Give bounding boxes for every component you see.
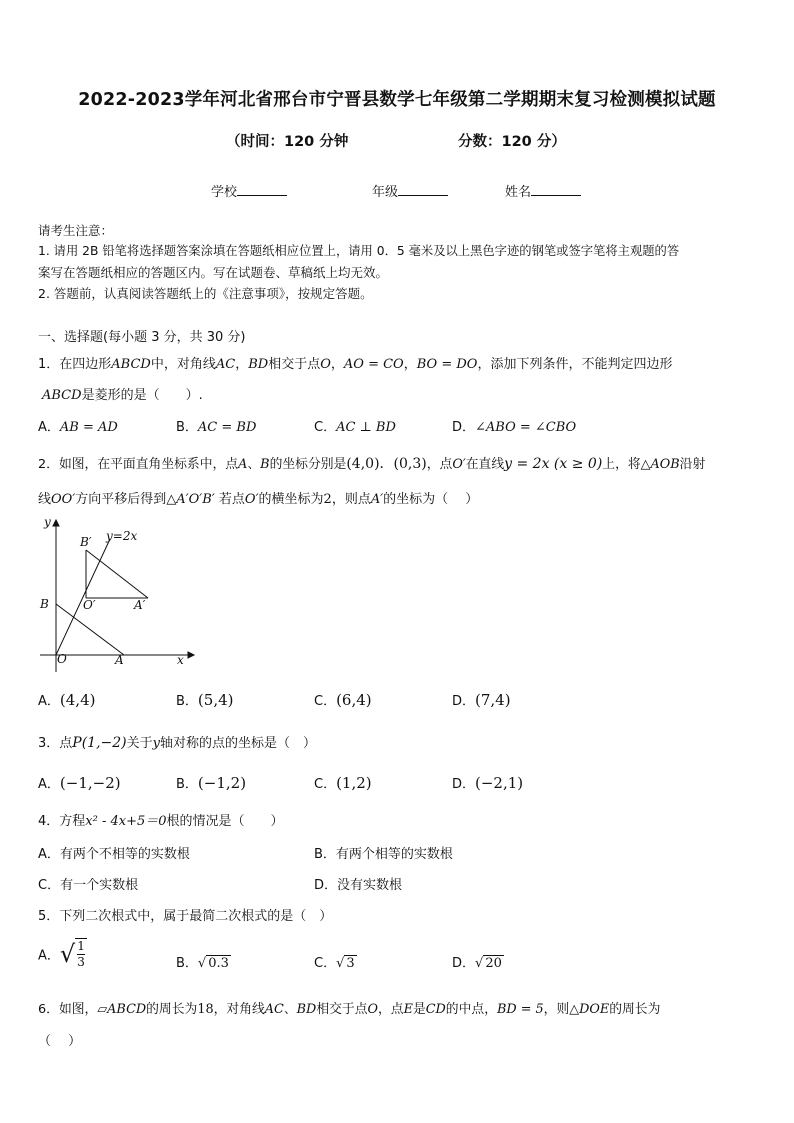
q4-option-b[interactable]: B．有两个相等的实数根 bbox=[314, 847, 453, 862]
option-label: B． bbox=[176, 694, 198, 709]
q2-text: 上，将 bbox=[602, 457, 641, 472]
q4-text: 4．方程 bbox=[38, 814, 86, 829]
q1-math: O bbox=[320, 357, 331, 372]
q6-text: 的周长为 bbox=[146, 1002, 198, 1017]
q1-text: ， bbox=[235, 357, 249, 372]
option-value: (−1,2) bbox=[197, 774, 247, 792]
q2-math: 2 bbox=[323, 492, 332, 507]
q4-option-d[interactable]: D．没有实数根 bbox=[314, 878, 403, 893]
radical-sign-icon: √ bbox=[197, 956, 207, 971]
q2-math: A′ bbox=[370, 492, 384, 507]
q6-math: ▱ABCD bbox=[97, 1002, 147, 1017]
q2-math: A bbox=[238, 457, 248, 472]
option-label: B． bbox=[176, 420, 198, 435]
question-6-line1 bbox=[38, 998, 660, 1017]
option-label: B． bbox=[176, 777, 198, 792]
q2-text: ，点 bbox=[426, 457, 453, 472]
notice-line1a: 1. 请用 2B 铅笔将选择题答案涂填在答题纸相应位置上，请用 0．5 毫米及以上黑色字迹的钢笔或签字笔将主观题的答 bbox=[38, 244, 680, 258]
q6-text: ，则 bbox=[543, 1002, 570, 1017]
name-blank bbox=[531, 183, 581, 196]
school-label: 学校 bbox=[211, 185, 238, 200]
q2-option-d[interactable] bbox=[452, 690, 511, 709]
option-label: C． bbox=[314, 420, 337, 435]
q2-math: B bbox=[260, 457, 270, 472]
q6-math: 18 bbox=[197, 1002, 214, 1017]
q6-text: 的中点， bbox=[445, 1002, 497, 1017]
q6-math: CD bbox=[425, 1002, 446, 1017]
line-y-2x bbox=[56, 539, 110, 655]
q2-math: O′ bbox=[244, 492, 259, 507]
exam-score: 分数：120 分） bbox=[458, 134, 566, 150]
radical-sign-icon: √ bbox=[475, 956, 484, 971]
option-value: 20 bbox=[485, 956, 502, 971]
q2-math: △AOB bbox=[640, 457, 680, 472]
q6-text: 相交于点 bbox=[316, 1002, 368, 1017]
question-2-line2 bbox=[38, 488, 478, 507]
section-heading: 一、选择题(每小题 3 分，共 30 分) bbox=[38, 330, 246, 345]
page-title: 2022-2023学年河北省邢台市宁晋县数学七年级第二学期期末复习检测模拟试题 bbox=[78, 90, 716, 110]
q1-math: ABCD bbox=[111, 357, 151, 372]
q6-text: ，对角线 bbox=[213, 1002, 265, 1017]
q3-option-b[interactable] bbox=[176, 773, 246, 792]
q2-text: 的坐标为（ ） bbox=[383, 492, 479, 507]
q1-math: BD bbox=[248, 357, 269, 372]
denominator: 3 bbox=[77, 955, 85, 969]
q2-text: 方向平移后得到 bbox=[75, 492, 167, 507]
fig-label-line: y=2x bbox=[106, 529, 138, 543]
q3-text: 3．点 bbox=[38, 736, 73, 751]
y-axis-arrow bbox=[53, 520, 59, 526]
fig-label-a2: A′ bbox=[134, 598, 146, 612]
fraction bbox=[75, 938, 87, 970]
q3-option-d[interactable] bbox=[452, 773, 523, 792]
name-field bbox=[505, 181, 581, 200]
q3-option-a[interactable] bbox=[38, 773, 121, 792]
option-value: (−1,−2) bbox=[59, 774, 121, 792]
q6-math: △DOE bbox=[569, 1002, 610, 1017]
fig-label-a: A bbox=[115, 653, 124, 667]
option-label: B． bbox=[176, 956, 198, 971]
fig-label-x: x bbox=[177, 653, 184, 667]
x-axis-arrow bbox=[188, 652, 194, 658]
q5-option-a[interactable] bbox=[38, 938, 87, 970]
q4-option-a[interactable]: A．有两个不相等的实数根 bbox=[38, 847, 190, 862]
name-label: 姓名 bbox=[505, 185, 532, 200]
q6-text: ，点 bbox=[378, 1002, 404, 1017]
q6-math: BD = 5 bbox=[496, 1002, 544, 1017]
q1-math: AO = CO bbox=[343, 357, 404, 372]
q5-option-d[interactable] bbox=[452, 952, 504, 971]
option-label: C． bbox=[314, 777, 337, 792]
q6-math: AC bbox=[264, 1002, 284, 1017]
question-1-line2 bbox=[42, 384, 203, 403]
q1-text: 中，对角线 bbox=[150, 357, 216, 372]
numerator: 1 bbox=[77, 939, 85, 953]
q1-math: ABCD bbox=[42, 388, 82, 403]
fig-label-b: B bbox=[40, 597, 49, 611]
option-value: (−2,1) bbox=[475, 774, 524, 792]
q3-math: P(1,−2) bbox=[72, 735, 127, 751]
option-label: A． bbox=[38, 694, 60, 709]
q1-text: 是菱形的是（ ）. bbox=[81, 388, 203, 403]
q6-text: 6．如图， bbox=[38, 1002, 98, 1017]
q2-math: △A′O′B′ bbox=[166, 492, 215, 507]
q1-math: BO = DO bbox=[416, 357, 478, 372]
notice-line2: 2. 答题前，认真阅读答题纸上的《注意事项》，按规定答题。 bbox=[38, 286, 373, 301]
option-value: ∠ABO = ∠CBO bbox=[475, 420, 577, 435]
q2-math: (4,0)．(0,3) bbox=[346, 456, 427, 472]
q1-text: 1．在四边形 bbox=[38, 357, 112, 372]
q2-text: 的横坐标为 bbox=[258, 492, 324, 507]
q6-math: BD bbox=[296, 1002, 317, 1017]
q2-text: 2．如图，在平面直角坐标系中，点 bbox=[38, 457, 239, 472]
option-value: (7,4) bbox=[475, 691, 511, 709]
fig-label-b2: B′ bbox=[80, 535, 92, 549]
q3-math: y bbox=[152, 736, 160, 751]
grade-label: 年级 bbox=[372, 185, 399, 200]
q1-text: ， bbox=[403, 357, 417, 372]
fig-label-o: O bbox=[57, 652, 67, 666]
option-label: A． bbox=[38, 777, 60, 792]
q2-text: 若点 bbox=[214, 492, 245, 507]
option-label: C． bbox=[314, 956, 337, 971]
question-6-line2: （ ） bbox=[38, 1034, 82, 1049]
q5-option-b[interactable] bbox=[176, 952, 231, 971]
q1-option-d[interactable] bbox=[452, 416, 576, 435]
q1-text: ，添加下列条件，不能判定四边形 bbox=[477, 357, 673, 372]
option-value: AB = AD bbox=[59, 420, 118, 435]
question-3 bbox=[38, 732, 316, 751]
question-1-line1 bbox=[38, 353, 672, 372]
school-field bbox=[211, 181, 287, 200]
q2-text: 、 bbox=[247, 457, 261, 472]
option-label: D． bbox=[452, 777, 476, 792]
q2-math: OO′ bbox=[51, 492, 76, 507]
q2-text: 的坐标分别是 bbox=[269, 457, 347, 472]
question-4 bbox=[38, 810, 284, 829]
question-5: 5．下列二次根式中，属于最简二次根式的是（ ） bbox=[38, 909, 333, 924]
q6-text: 是 bbox=[412, 1002, 426, 1017]
option-label: D． bbox=[452, 420, 476, 435]
q3-option-c[interactable] bbox=[314, 773, 372, 792]
q1-option-b[interactable] bbox=[176, 416, 256, 435]
q5-option-c[interactable] bbox=[314, 952, 357, 971]
q1-option-a[interactable] bbox=[38, 416, 118, 435]
q2-text: 在直线 bbox=[465, 457, 505, 472]
q6-math: O bbox=[367, 1002, 378, 1017]
q1-text: ， bbox=[330, 357, 344, 372]
q2-math: y = 2x (x ≥ 0) bbox=[504, 456, 603, 472]
option-value: (1,2) bbox=[336, 774, 372, 792]
q6-text: 的周长为 bbox=[609, 1002, 661, 1017]
notice-heading: 请考生注意： bbox=[38, 223, 114, 238]
q4-text: 根的情况是（ ） bbox=[166, 814, 284, 829]
q1-math: AC bbox=[215, 357, 236, 372]
q2-text: 沿射 bbox=[679, 457, 706, 472]
notice-line1b: 案写在答题纸相应的答题区内。写在试题卷、草稿纸上均无效。 bbox=[38, 265, 389, 280]
q2-math: O′ bbox=[452, 457, 466, 472]
q2-option-b[interactable] bbox=[176, 690, 233, 709]
radical-sign-icon: √ bbox=[336, 956, 345, 971]
option-label: D． bbox=[452, 956, 476, 971]
option-label: D． bbox=[452, 694, 476, 709]
q1-text: 相交于点 bbox=[268, 357, 321, 372]
q2-option-a[interactable] bbox=[38, 690, 95, 709]
option-value: 0.3 bbox=[208, 956, 229, 971]
option-label: A． bbox=[38, 420, 60, 435]
radical-sign-icon: √ bbox=[59, 940, 76, 968]
q6-math: E bbox=[403, 1002, 413, 1017]
question-2-line1 bbox=[38, 453, 705, 473]
option-value: AC = BD bbox=[197, 420, 257, 435]
q4-math: x² - 4x+5＝0 bbox=[85, 814, 167, 829]
exam-time: （时间：120 分钟 bbox=[226, 134, 349, 150]
fig-label-o2: O′ bbox=[83, 598, 96, 612]
grade-blank bbox=[398, 183, 448, 196]
option-label: C． bbox=[314, 694, 337, 709]
option-value: AC ⊥ BD bbox=[336, 420, 396, 435]
option-label: A． bbox=[38, 948, 60, 964]
option-value: (4,4) bbox=[59, 691, 96, 709]
option-value: (6,4) bbox=[336, 691, 372, 709]
segment-b2a2 bbox=[86, 550, 148, 598]
q3-text: 关于 bbox=[126, 736, 153, 751]
option-value: 3 bbox=[346, 956, 355, 971]
fig-label-y: y bbox=[44, 515, 51, 529]
q2-coordinate-figure bbox=[30, 512, 200, 674]
school-blank bbox=[237, 183, 287, 196]
q3-text: 轴对称的点的坐标是（ ） bbox=[160, 736, 317, 751]
option-value: (5,4) bbox=[197, 691, 234, 709]
q2-option-c[interactable] bbox=[314, 690, 372, 709]
q2-text: ，则点 bbox=[331, 492, 371, 507]
q4-option-c[interactable]: C．有一个实数根 bbox=[38, 878, 139, 893]
q6-text: 、 bbox=[283, 1002, 297, 1017]
q1-option-c[interactable] bbox=[314, 416, 396, 435]
grade-field bbox=[372, 181, 448, 200]
q2-text: 线 bbox=[38, 492, 52, 507]
